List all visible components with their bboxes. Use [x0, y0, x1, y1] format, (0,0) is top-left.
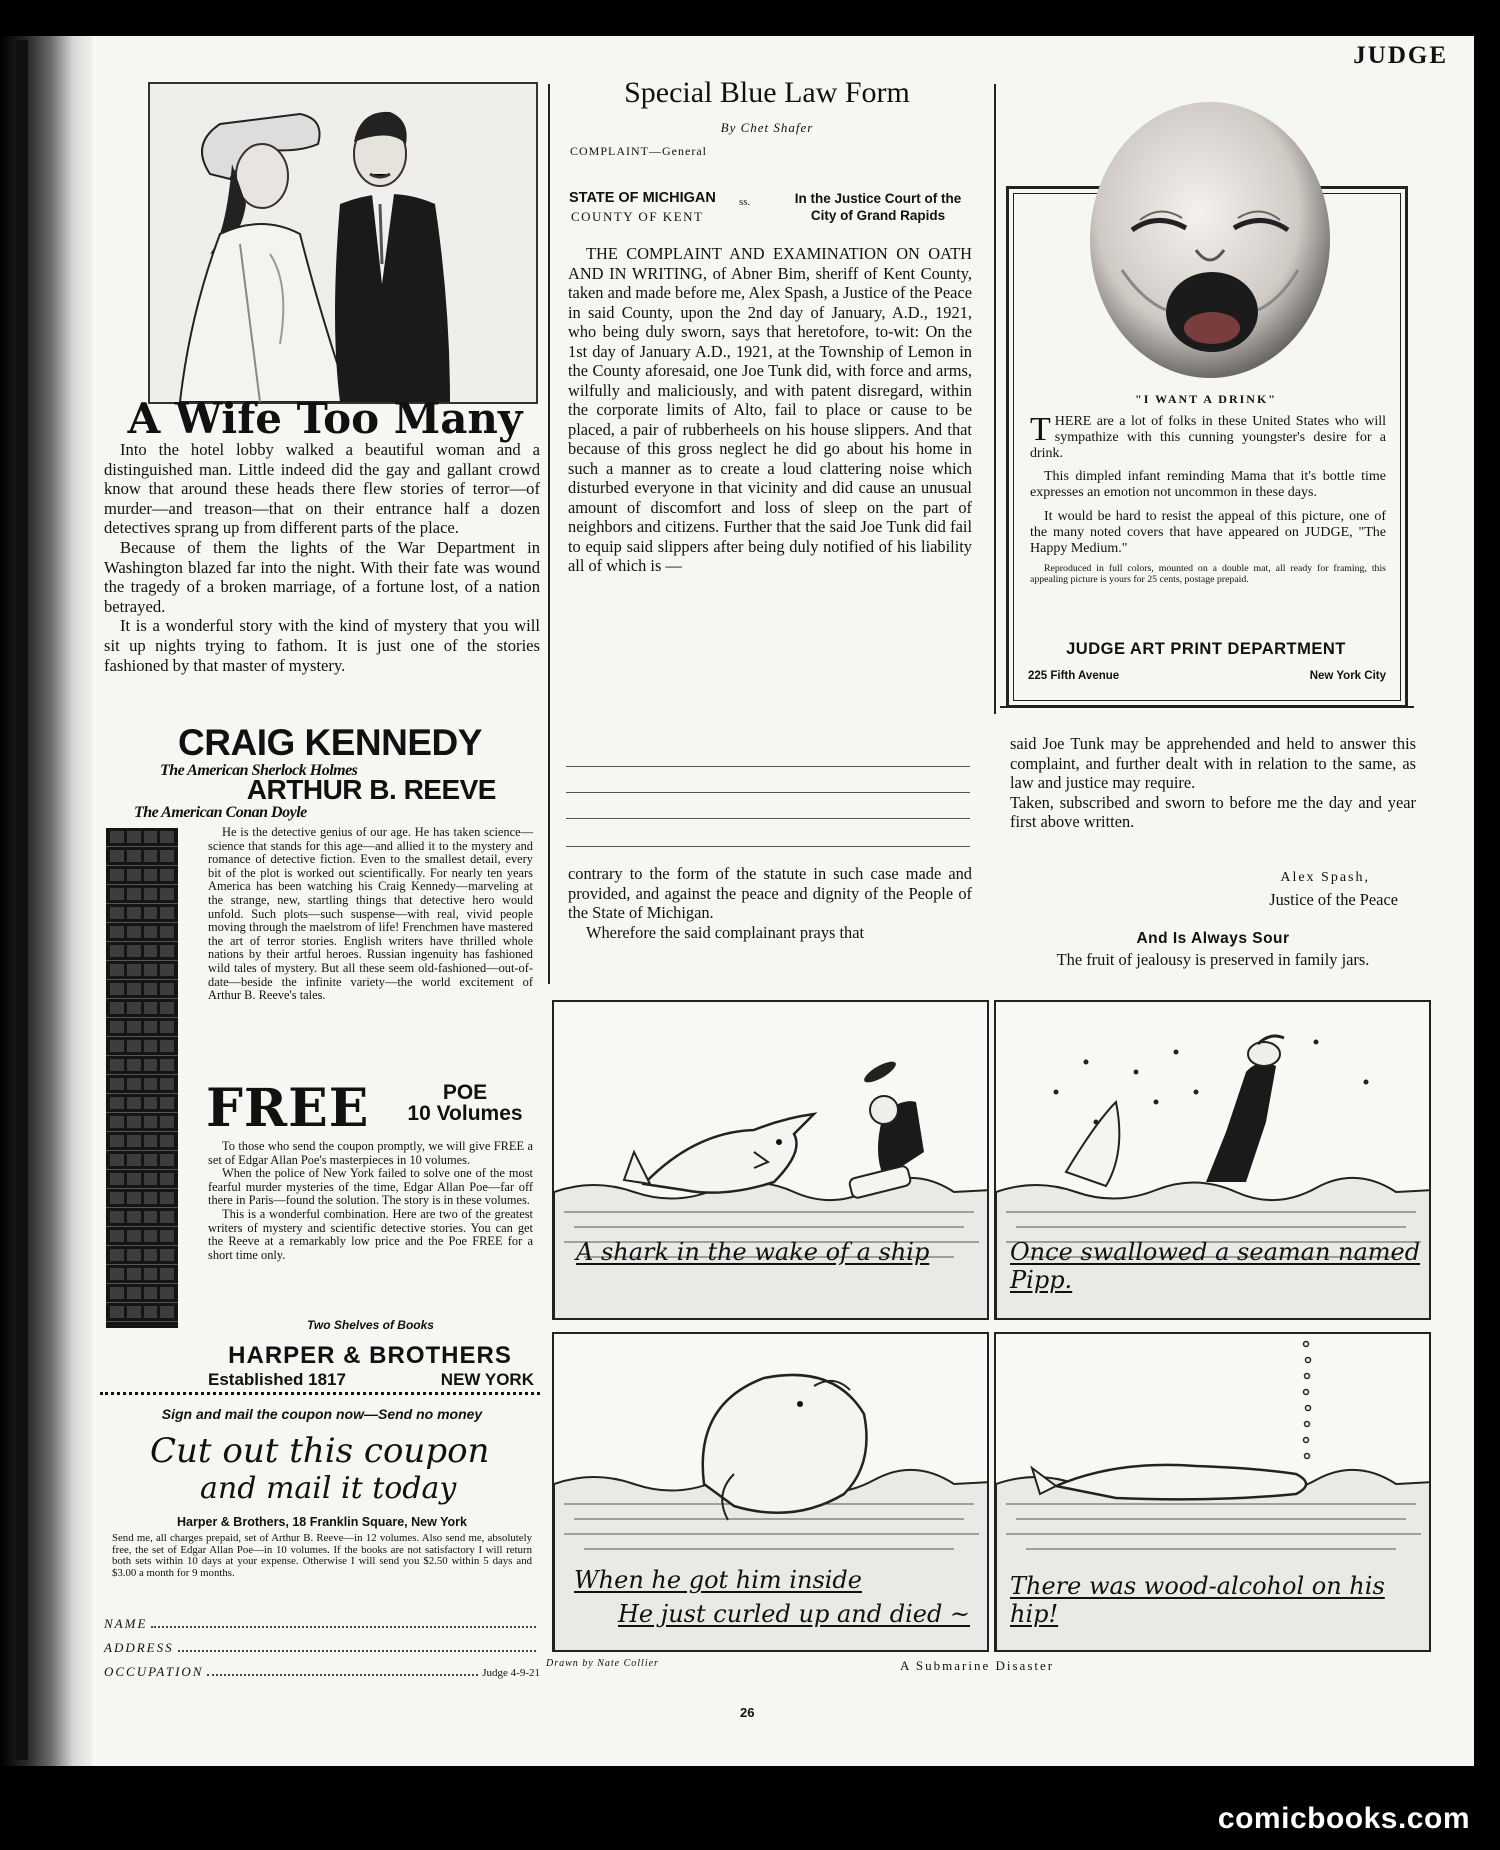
drop-cap: T — [1030, 411, 1051, 448]
conan-doyle-subtitle: The American Conan Doyle — [134, 804, 307, 821]
blue-law-title: Special Blue Law Form — [624, 76, 910, 109]
publisher-established — [208, 1370, 534, 1390]
two-shelves-caption: Two Shelves of Books — [307, 1318, 434, 1332]
address-field-label: ADDRESS — [104, 1640, 174, 1655]
state-label: STATE OF MICHIGAN — [569, 190, 716, 206]
story-paragraph: It is a wonderful story with the kind of mystery that you will sit up nights trying to fathom. It is just one of the stories fashioned by that master of mystery. — [104, 616, 540, 675]
offer-paragraph: When the police of New York failed to solve one of the most fearful murder mysteries of the time, Edgar Allan Poe—far off there in Paris—found the solution. The story is in these volumes. — [208, 1166, 533, 1208]
couple-illustration — [148, 82, 538, 404]
binding-shadow — [16, 40, 28, 1760]
art-print-paragraph — [1030, 411, 1386, 461]
complaint-paragraph: THE COMPLAINT AND EXAMINATION ON OATH AND IN WRITING, of Abner Bim, sheriff of Kent County, taken and made before me, Alex Spash, a Justice of the Peace in said County, upon the 2nd day of January, A.D., 1921, who being duly sworn, says that heretofore, to-wit: On the 1st day of January A.D., 1921, at the Township of Lemon in the County aforesaid, one Joe Tunk did, with force and arms, wilfully and maliciously, and with patent disregard, within the corporate limits of Alto, fail to place or cause to be placed, a pair of rubberheels on his house slippers. And that because of this gross neglect he did go about his home in such a manner as to create a loud clattering noise which disturbed everyone in that vicinity and did cause an unusual amount of discomfort and loss of sleep on the part of neighbors and citizens. Further that the said Joe Tunk did fail to equip said slippers after being duly notified of his liability all of which is — — [568, 244, 972, 575]
publisher-city: NEW YORK — [440, 1370, 534, 1389]
comic-caption-2: Once swallowed a seaman named Pipp. — [1010, 1238, 1421, 1294]
comic-caption-4: There was wood-alcohol on his hip! — [1010, 1572, 1385, 1628]
poe-volumes — [390, 1082, 540, 1124]
coupon-cut-line — [100, 1392, 540, 1395]
free-offer-text — [208, 1140, 533, 1262]
page-number: 26 — [740, 1705, 755, 1720]
joke-text: The fruit of jealousy is preserved in family jars. — [1056, 950, 1370, 969]
complaint-label: COMPLAINT—General — [570, 144, 707, 158]
name-field-label: NAME — [104, 1616, 148, 1631]
cutout-line-2: and mail it today — [200, 1471, 457, 1506]
signature-name: Alex Spash, — [1280, 870, 1370, 885]
contrary-paragraph: contrary to the form of the statute in such case made and provided, and against the peace and dignity of the People of the State of Michigan. — [568, 864, 972, 922]
art-print-address — [1028, 670, 1386, 682]
arthur-reeve-title: ARTHUR B. REEVE — [246, 774, 496, 805]
site-watermark: comicbooks.com — [1217, 1802, 1470, 1835]
name-field[interactable] — [104, 1616, 540, 1632]
byline: By Chet Shafer — [720, 120, 814, 135]
kennedy-description — [208, 826, 533, 1003]
conclusion-paragraph: said Joe Tunk may be apprehended and held to answer this complaint, and further dealt with in relation to the same, as law and justice may require. — [1010, 734, 1416, 792]
craig-kennedy-block — [134, 722, 510, 822]
form-blank-line — [566, 846, 970, 847]
sherlock-subtitle: The American Sherlock Holmes — [160, 762, 358, 779]
sign-and-mail: Sign and mail the coupon now—Send no money — [161, 1406, 483, 1422]
comic-title: A Submarine Disaster — [900, 1658, 1055, 1673]
coupon-terms: Send me, all charges prepaid, set of Arthur B. Reeve—in 12 volumes. Also send me, absolutely free, the set of Edgar Allan Poe—in 10 volumes. If the books are not satisfactory I will return both sets within 10 days at your expense. Otherwise I will send you $2.50 within 5 days and $3.00 a month for 9 months. — [112, 1532, 532, 1579]
comic-panel-4 — [994, 1332, 1431, 1652]
publisher-name: HARPER & BROTHERS — [228, 1342, 512, 1369]
art-print-paragraph: It would be hard to resist the appeal of this picture, one of the many noted covers that have appeared on JUDGE, "The Happy Medium." — [1030, 508, 1386, 556]
art-print-offer: Reproduced in full colors, mounted on a double mat, all ready for framing, this appealing picture is yours for 25 cents, postage prepaid. — [1030, 563, 1386, 585]
art-print-street: 225 Fifth Avenue — [1028, 670, 1120, 682]
art-print-city: New York City — [1309, 670, 1386, 682]
complaint-conclusion — [1010, 734, 1416, 832]
signature-title: Justice of the Peace — [1269, 890, 1398, 909]
occupation-field-label: OCCUPATION — [104, 1664, 204, 1679]
kennedy-paragraph: He is the detective genius of our age. He has taken science—science that stands for this age—and allied it to the mystery and romance of detective fiction. Even to the smallest detail, every bit of the plot is worked out scientifically. For nearly ten years America has been watching his Craig Kennedy—marveling at the strange, new, startling things that detective hero would unfold. Such plots—such suspense—with real, vivid people moving through the maelstrom of life! Frenchmen have mastered the art of terror stories. English writers have thrilled whole nations by their artful heroes. Russian ingenuity has fashioned wild tales of mystery. But all these seem old-fashioned—out-of-date—beside the infinite variety—the world excitement of Arthur B. Reeve's tales. — [208, 825, 533, 1003]
comic-caption-3b: He just curled up and died ~ — [618, 1600, 971, 1628]
address-field[interactable] — [104, 1640, 540, 1656]
cut-out-coupon-script — [150, 1432, 510, 1508]
comic-panel-1 — [552, 1000, 989, 1320]
art-print-paragraph: This dimpled infant reminding Mama that it's bottle time expresses an emotion not uncommon in these days. — [1030, 469, 1386, 501]
comic-caption-3a: When he got him inside — [574, 1566, 862, 1594]
county-label: COUNTY OF KENT — [571, 209, 704, 224]
crying-baby-illustration — [1062, 100, 1358, 390]
free-heading: FREE — [206, 1078, 370, 1139]
wherefore-paragraph: Wherefore the said complainant prays that — [586, 922, 865, 942]
coupon-address: Harper & Brothers, 18 Franklin Square, New York — [177, 1515, 467, 1529]
offer-paragraph: To those who send the coupon promptly, we will give FREE a set of Edgar Allan Poe's masterpieces in 10 volumes. — [208, 1139, 533, 1167]
complaint-body — [568, 244, 972, 576]
comic-caption-1: A shark in the wake of a ship — [576, 1238, 930, 1266]
offer-paragraph: This is a wonderful combination. Here are two of the greatest writers of mystery and scientific detective stories. You can get the Reeve at a remarkably low price and the Poe FREE for a short time only. — [208, 1206, 533, 1262]
volumes-label: 10 Volumes — [407, 1102, 523, 1125]
story-paragraph: Because of them the lights of the War Department in Washington blazed far into the night. With their fate was wound the tragedy of a broken marriage, of a fortune lost, of a nation betrayed. — [104, 537, 540, 616]
coupon-reference: Judge 4-9-21 — [482, 1667, 540, 1679]
court-line-2: City of Grand Rapids — [810, 208, 946, 223]
story-paragraph: Into the hotel lobby walked a beautiful woman and a distinguished man. Little indeed did the gay and gallant crowd know that around these heads there flew stories of terror—of murder—and treason—that on their entrance half a dozen detectives sprang up from different parts of the place. — [104, 440, 540, 538]
ss-label: ss. — [739, 196, 751, 208]
running-head: JUDGE — [1353, 42, 1448, 69]
art-print-department: JUDGE ART PRINT DEPARTMENT — [1066, 640, 1346, 658]
poe-label: POE — [442, 1081, 488, 1104]
complaint-continuation — [568, 864, 972, 942]
art-print-copy — [1030, 411, 1386, 593]
story-text — [104, 440, 540, 675]
form-blank-line — [566, 766, 970, 767]
craig-kennedy-title: CRAIG KENNEDY — [178, 722, 482, 763]
established-label: Established 1817 — [208, 1370, 346, 1389]
comic-credit: Drawn by Nate Collier — [546, 1658, 659, 1669]
cutout-line-1: Cut out this coupon — [150, 1431, 490, 1471]
form-blank-line — [566, 818, 970, 819]
court-label — [778, 190, 978, 224]
form-blank-line — [566, 792, 970, 793]
i-want-a-drink-caption: "I WANT A DRINK" — [1135, 392, 1277, 406]
bookshelf-image — [106, 828, 178, 1328]
comic-panel-3 — [552, 1332, 989, 1652]
occupation-field[interactable] — [104, 1664, 540, 1680]
column-rule-left — [548, 84, 550, 984]
column-rule-right — [994, 84, 996, 714]
headline-wife: A Wife Too Many — [127, 394, 523, 443]
art-print-text: HERE are a lot of folks in these United States who will sympathize with this cunning youngster's desire for a drink. — [1030, 414, 1386, 461]
joke-heading: And Is Always Sour — [1136, 930, 1290, 947]
court-line-1: In the Justice Court of the — [794, 191, 962, 206]
sworn-paragraph: Taken, subscribed and sworn to before me the day and year first above written. — [1010, 792, 1416, 831]
book-binding — [0, 36, 92, 1766]
comic-panel-2 — [994, 1000, 1431, 1320]
